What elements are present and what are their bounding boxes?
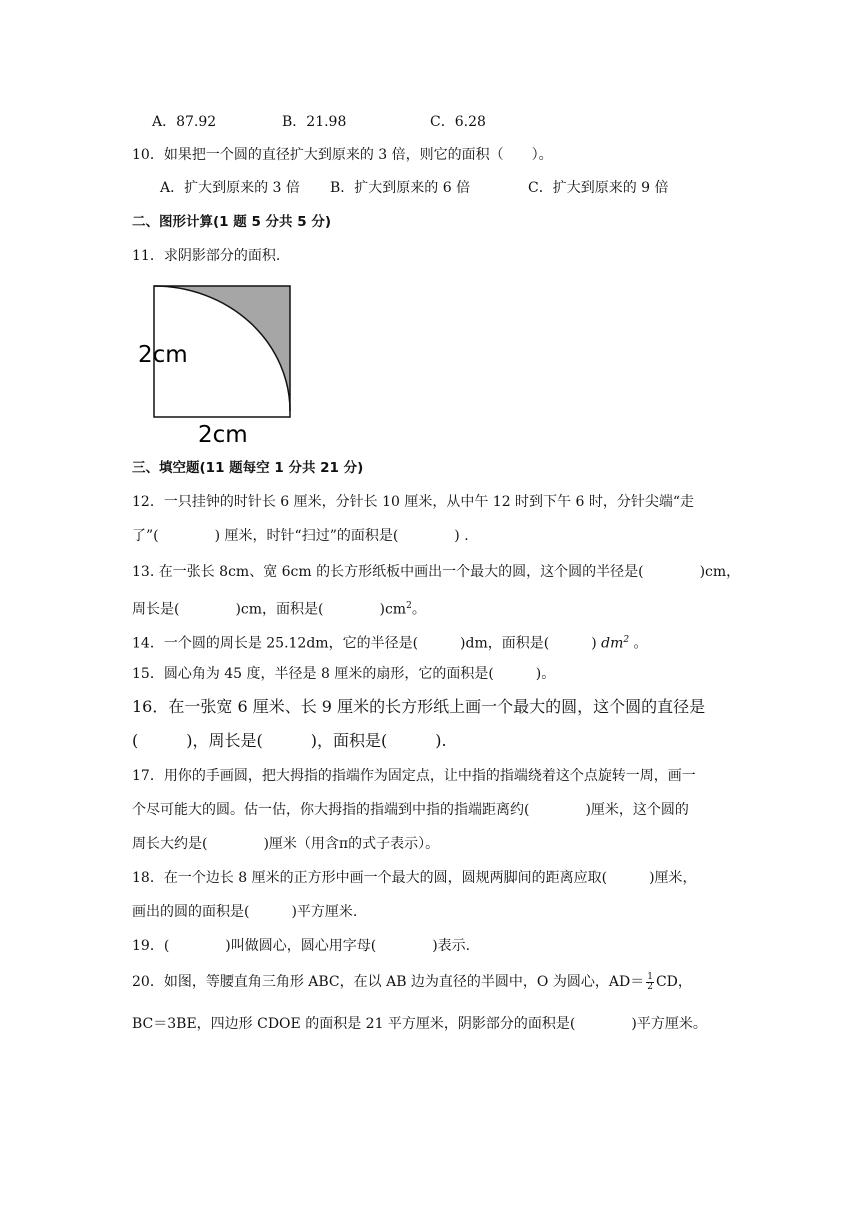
q20-line-2: BC＝3BE，四边形 CDOE 的面积是 21 平方厘米，阴影部分的面积是( )平方厘米。 <box>132 1016 707 1032</box>
section-3-heading: 三、填空题(11 题每空 1 分共 21 分) <box>132 460 364 476</box>
q10-option-c: C．扩大到原来的 9 倍 <box>528 180 669 196</box>
q16-line-2: ( )，周长是( )，面积是( ). <box>132 731 447 750</box>
q18-line-2: 画出的圆的面积是( )平方厘米. <box>132 904 358 920</box>
q9-option-b: B．21.98 <box>282 114 347 130</box>
q11-stem: 11．求阴影部分的面积. <box>132 248 281 264</box>
q17-line-2: 个尽可能大的圆。估一估，你大拇指的指端到中指的指端距离约( )厘米，这个圆的 <box>132 802 689 818</box>
q16-line-1: 16．在一张宽 6 厘米、长 9 厘米的长方形纸上画一个最大的圆，这个圆的直径是 <box>132 697 706 716</box>
q17-line-1: 17．用你的手画圆，把大拇指的指端作为固定点，让中指的指端绕着这个点旋转一周，画一 <box>132 768 696 784</box>
q13-line-1: 13. 在一张长 8cm、宽 6cm 的长方形纸板中画出一个最大的圆，这个圆的半径是( )cm， <box>132 564 741 580</box>
q14-stem: 14．一个圆的周长是 25.12dm，它的半径是( )dm，面积是( ) $dm^2$ 。 <box>132 635 648 652</box>
q19-stem: 19．( )叫做圆心，圆心用字母( )表示. <box>132 938 471 954</box>
q15-stem: 15．圆心角为 45 度，半径是 8 厘米的扇形，它的面积是( )。 <box>132 666 556 682</box>
q17-line-3: 周长大约是( )厘米（用含π的式子表示）。 <box>132 836 440 852</box>
one-half-fraction: $\frac{1}{2}$ <box>647 971 653 992</box>
q12-line-2: 了”( ) 厘米，时针“扫过”的面积是( ) . <box>132 528 469 544</box>
q9-option-a: A．87.92 <box>152 114 217 130</box>
q13-line-2: 周长是( )cm，面积是( )$cm^2$。 <box>132 601 426 618</box>
q12-line-1: 12．一只挂钟的时针长 6 厘米，分针长 10 厘米，从中午 12 时到下午 6 时，分针尖端“走 <box>132 494 695 510</box>
q11-figure <box>132 280 302 450</box>
q10-stem: 10．如果把一个圆的直径扩大到原来的 3 倍，则它的面积（ ）。 <box>132 147 553 163</box>
q10-option-b: B．扩大到原来的 6 倍 <box>330 180 471 196</box>
section-2-heading: 二、图形计算(1 题 5 分共 5 分) <box>132 214 332 230</box>
q18-line-1: 18．在一个边长 8 厘米的正方形中画一个最大的圆，圆规两脚间的距离应取( )厘米， <box>132 870 697 886</box>
figure-bottom-label: 2cm <box>198 422 248 448</box>
q9-option-c: C．6.28 <box>430 114 486 130</box>
q20-line-1: 20．如图，等腰直角三角形 ABC，在以 AB 边为直径的半圆中，O 为圆心，AD＝ $\frac{1}{2}$ CD， <box>132 971 692 992</box>
figure-left-label: 2cm <box>138 342 188 368</box>
q10-option-a: A．扩大到原来的 3 倍 <box>160 180 300 196</box>
